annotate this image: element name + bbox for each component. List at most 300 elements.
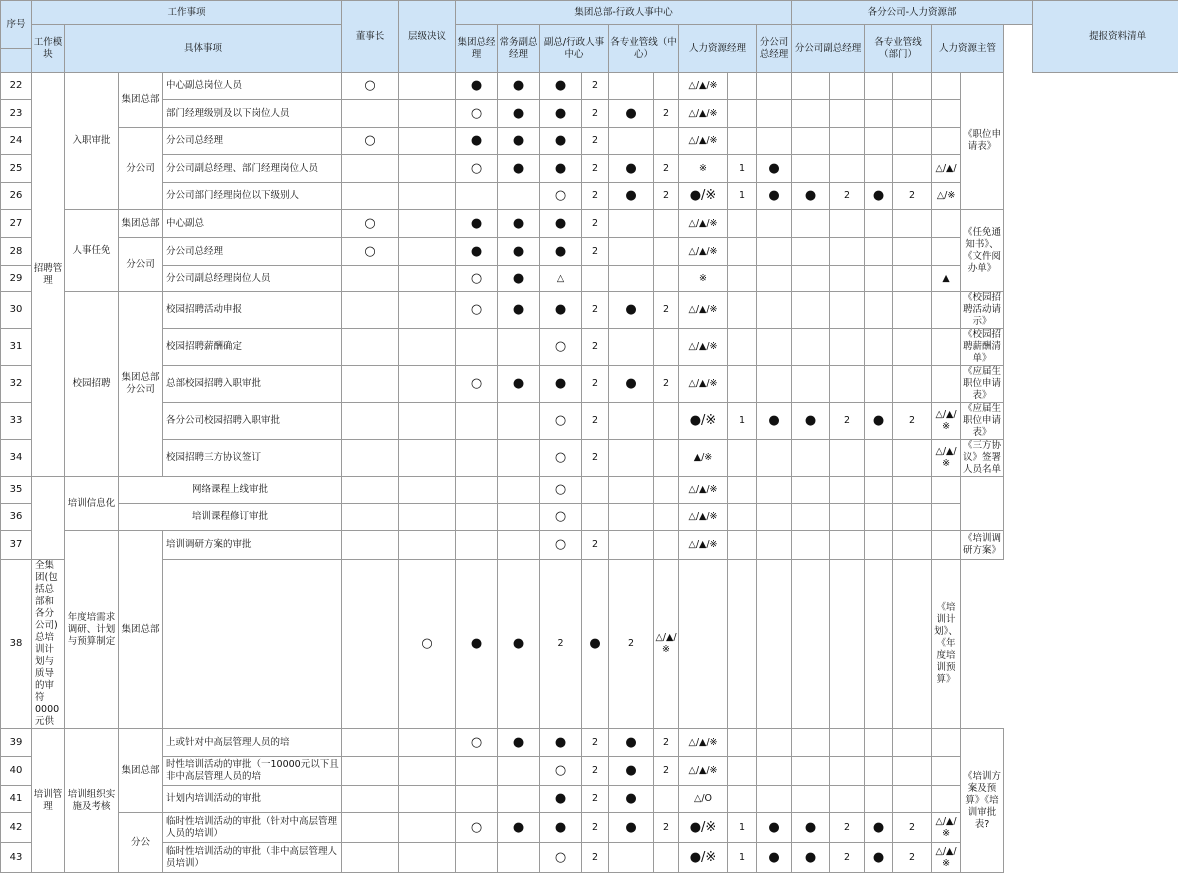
cell-mark — [830, 440, 865, 477]
subcat-appoint: 人事任免 — [65, 210, 119, 292]
cell-mark — [932, 238, 961, 266]
cell-mark — [830, 238, 865, 266]
cell-mark: ● — [757, 813, 792, 843]
cell-mark — [865, 100, 893, 128]
cell-mark — [728, 366, 757, 403]
unit-hq-sub: 集团总部分公司 — [119, 292, 163, 477]
header-seq-blank — [1, 49, 32, 73]
cell-mark — [893, 757, 932, 786]
cell-mark — [893, 329, 932, 366]
cell-mark: ● — [609, 183, 654, 210]
cell-mark: 1 — [728, 183, 757, 210]
cell-mark — [399, 729, 456, 757]
cell-mark — [582, 266, 609, 292]
doc-5: 《应届生职位申请表》 — [961, 366, 1004, 403]
cell-mark — [399, 100, 456, 128]
item-text: 临时性培训活动的审批（非中高层管理人员培训） — [163, 843, 342, 873]
cell-mark — [728, 329, 757, 366]
cell-mark — [830, 266, 865, 292]
cell-mark: ● — [540, 292, 582, 329]
cell-mark — [830, 329, 865, 366]
cell-mark: 2 — [893, 813, 932, 843]
table-row — [1, 366, 1178, 403]
cell-mark — [865, 73, 893, 100]
cell-mark: ● — [456, 210, 498, 238]
cell-mark — [728, 786, 757, 813]
cell-mark — [399, 292, 456, 329]
cell-mark: 2 — [582, 843, 609, 873]
cell-mark: ○ — [342, 238, 399, 266]
cell-mark — [830, 477, 865, 504]
cell-mark: 2 — [582, 813, 609, 843]
cell-mark — [728, 477, 757, 504]
cell-mark — [728, 128, 757, 155]
cell-mark — [757, 100, 792, 128]
cell-mark — [792, 477, 830, 504]
cell-mark — [893, 100, 932, 128]
cell-mark: ● — [865, 813, 893, 843]
cell-mark: ● — [540, 786, 582, 813]
cell-mark — [932, 329, 961, 366]
cell-mark — [865, 238, 893, 266]
cell-mark: △/O — [679, 786, 728, 813]
unit-sub3: 分公 — [119, 813, 163, 873]
cell-mark — [932, 531, 961, 560]
cell-mark: ○ — [456, 366, 498, 403]
cell-mark — [792, 329, 830, 366]
cell-mark: ● — [609, 100, 654, 128]
cell-mark — [757, 729, 792, 757]
cell-mark — [792, 292, 830, 329]
cell-mark — [830, 128, 865, 155]
cell-mark: 2 — [654, 366, 679, 403]
cell-mark — [792, 155, 830, 183]
cell-mark: ● — [456, 560, 498, 729]
cell-mark: ○ — [540, 477, 582, 504]
cell-mark: 2 — [654, 757, 679, 786]
cell-mark — [654, 238, 679, 266]
cell-mark — [728, 100, 757, 128]
cell-mark — [893, 238, 932, 266]
cell-mark — [830, 757, 865, 786]
item-text: 总部校园招聘入职审批 — [163, 366, 342, 403]
cell-mark — [932, 786, 961, 813]
cell-mark — [792, 73, 830, 100]
cell-mark — [399, 329, 456, 366]
row-number: 24 — [1, 128, 32, 155]
cell-mark — [342, 403, 399, 440]
cell-mark — [893, 729, 932, 757]
cell-mark — [865, 504, 893, 531]
cell-mark: △/▲/※ — [932, 813, 961, 843]
row-number: 35 — [1, 477, 32, 504]
cell-mark: ● — [757, 843, 792, 873]
item-text: 校园招聘活动申报 — [163, 292, 342, 329]
cell-mark — [654, 843, 679, 873]
module-train: 培训管理 — [32, 729, 65, 873]
cell-mark — [609, 266, 654, 292]
cell-mark — [757, 329, 792, 366]
cell-mark — [792, 440, 830, 477]
cell-mark — [399, 813, 456, 843]
cell-mark — [865, 560, 893, 729]
cell-mark: 2 — [582, 183, 609, 210]
cell-mark: △/▲/※ — [932, 843, 961, 873]
cell-mark: 2 — [830, 813, 865, 843]
cell-mark — [830, 531, 865, 560]
subcat-annual: 年度培需求调研、计划与预算制定 — [65, 531, 119, 729]
row-number: 37 — [1, 531, 32, 560]
cell-mark — [582, 477, 609, 504]
row-number: 43 — [1, 843, 32, 873]
cell-mark: ● — [498, 292, 540, 329]
cell-mark: ○ — [540, 329, 582, 366]
doc-3: 《校园招聘活动请示》 — [961, 292, 1004, 329]
cell-mark — [728, 73, 757, 100]
cell-mark — [399, 843, 456, 873]
cell-mark: 1 — [728, 813, 757, 843]
cell-mark — [456, 504, 498, 531]
cell-mark: ● — [792, 813, 830, 843]
cell-mark — [865, 329, 893, 366]
cell-mark: 2 — [830, 183, 865, 210]
cell-mark — [830, 155, 865, 183]
cell-mark: △/※ — [932, 183, 961, 210]
cell-mark: ● — [498, 238, 540, 266]
cell-mark — [728, 531, 757, 560]
cell-mark: 2 — [582, 729, 609, 757]
cell-mark: 2 — [582, 403, 609, 440]
cell-mark: ● — [540, 366, 582, 403]
cell-mark: 2 — [582, 155, 609, 183]
cell-mark: 2 — [582, 531, 609, 560]
cell-mark — [893, 440, 932, 477]
cell-mark — [757, 757, 792, 786]
cell-mark: ● — [865, 843, 893, 873]
cell-mark — [865, 128, 893, 155]
cell-mark — [456, 329, 498, 366]
header-group-col-3: 副总/行政人事中心 — [540, 25, 609, 73]
cell-mark: ● — [582, 560, 609, 729]
cell-mark: ●/※ — [679, 403, 728, 440]
header-chairman: 董事长 — [342, 1, 399, 73]
cell-mark — [757, 504, 792, 531]
cell-mark — [932, 100, 961, 128]
cell-mark — [865, 210, 893, 238]
cell-mark — [932, 757, 961, 786]
cell-mark: ● — [609, 155, 654, 183]
row-number: 30 — [1, 292, 32, 329]
cell-mark — [399, 210, 456, 238]
cell-mark — [498, 531, 540, 560]
cell-mark — [792, 504, 830, 531]
cell-mark — [609, 531, 654, 560]
cell-mark: 2 — [582, 757, 609, 786]
cell-mark — [654, 128, 679, 155]
cell-mark — [757, 73, 792, 100]
item-text: 计划内培训活动的审批 — [163, 786, 342, 813]
cell-mark — [728, 292, 757, 329]
cell-mark — [865, 786, 893, 813]
cell-mark — [342, 477, 399, 504]
cell-mark: ● — [609, 813, 654, 843]
item-text: 分公司部门经理岗位以下级别人 — [163, 183, 342, 210]
cell-mark — [865, 366, 893, 403]
header-group-col-1: 集团总经理 — [456, 25, 498, 73]
item-text: 部门经理级别及以下岗位人员 — [163, 100, 342, 128]
cell-mark — [728, 504, 757, 531]
header-specific-items: 具体事项 — [65, 25, 342, 73]
cell-mark — [728, 757, 757, 786]
cell-mark: △/▲/※ — [679, 757, 728, 786]
cell-mark — [342, 440, 399, 477]
unit-hq2: 集团总部 — [119, 210, 163, 238]
cell-mark — [342, 100, 399, 128]
cell-mark — [399, 155, 456, 183]
cell-mark — [792, 366, 830, 403]
cell-mark: △/▲/ — [932, 155, 961, 183]
cell-mark — [865, 440, 893, 477]
cell-mark: ○ — [456, 266, 498, 292]
doc-9: 《培训计划》、《年度培训预算》 — [932, 560, 961, 729]
item-text: 上或针对中高层管理人员的培 — [163, 729, 342, 757]
table-row — [1, 560, 1178, 729]
cell-mark — [609, 477, 654, 504]
item-text: 校园招聘三方协议签订 — [163, 440, 342, 477]
cell-mark: ● — [865, 183, 893, 210]
cell-mark: ● — [609, 757, 654, 786]
cell-mark — [399, 266, 456, 292]
subcat-entry: 入职审批 — [65, 73, 119, 210]
cell-mark — [679, 560, 728, 729]
cell-mark — [792, 128, 830, 155]
cell-mark: ● — [792, 403, 830, 440]
cell-mark — [654, 504, 679, 531]
subcat-train-info: 培训信息化 — [65, 477, 119, 531]
cell-mark — [830, 786, 865, 813]
cell-mark: ● — [540, 128, 582, 155]
cell-mark — [342, 366, 399, 403]
item-text: 临时性培训活动的审批（针对中高层管理人员的培训） — [163, 813, 342, 843]
cell-mark — [757, 366, 792, 403]
cell-mark: ○ — [540, 403, 582, 440]
cell-mark — [792, 210, 830, 238]
row-number: 32 — [1, 366, 32, 403]
doc-2: 《任免通知书》、《文件阅办单》 — [961, 210, 1004, 292]
cell-mark — [399, 440, 456, 477]
cell-mark — [792, 531, 830, 560]
cell-mark — [728, 238, 757, 266]
cell-mark: ● — [609, 786, 654, 813]
cell-mark — [399, 757, 456, 786]
cell-mark — [830, 504, 865, 531]
cell-mark: 2 — [830, 843, 865, 873]
cell-mark: ● — [757, 183, 792, 210]
cell-mark — [893, 504, 932, 531]
cell-mark: ● — [540, 73, 582, 100]
cell-mark — [830, 560, 865, 729]
cell-mark — [932, 504, 961, 531]
cell-mark: ●/※ — [679, 183, 728, 210]
cell-mark — [342, 813, 399, 843]
cell-mark: ● — [609, 292, 654, 329]
unit-sub: 分公司 — [119, 128, 163, 210]
cell-mark — [456, 786, 498, 813]
cell-mark — [498, 329, 540, 366]
cell-mark: △/▲/※ — [679, 292, 728, 329]
cell-mark — [865, 531, 893, 560]
cell-mark: ● — [609, 366, 654, 403]
cell-mark: 2 — [582, 238, 609, 266]
cell-mark — [498, 183, 540, 210]
table-row — [1, 440, 1178, 477]
doc-blank — [961, 477, 1004, 531]
cell-mark — [830, 100, 865, 128]
cell-mark: △/▲/※ — [679, 477, 728, 504]
cell-mark — [498, 757, 540, 786]
row-number: 26 — [1, 183, 32, 210]
cell-mark: 2 — [582, 366, 609, 403]
cell-mark — [757, 440, 792, 477]
cell-mark — [342, 292, 399, 329]
cell-mark: △/▲/※ — [679, 366, 728, 403]
cell-mark: ※ — [679, 266, 728, 292]
cell-mark: ● — [609, 729, 654, 757]
item-text: 各分公司校园招聘入职审批 — [163, 403, 342, 440]
cell-mark — [498, 843, 540, 873]
table-row — [1, 477, 1178, 504]
item-text: 中心副总 — [163, 210, 342, 238]
row-number: 39 — [1, 729, 32, 757]
cell-mark — [163, 560, 342, 729]
cell-mark: ● — [757, 155, 792, 183]
doc-4: 《校园招聘薪酬清单》 — [961, 329, 1004, 366]
cell-mark — [830, 729, 865, 757]
cell-mark: △/▲/※ — [932, 403, 961, 440]
cell-mark: ※ — [679, 155, 728, 183]
cell-mark: ● — [540, 155, 582, 183]
cell-mark: △/▲/※ — [679, 100, 728, 128]
row-number: 25 — [1, 155, 32, 183]
doc-10: 《培训方案及预算》《培训审批表? — [961, 729, 1004, 873]
cell-mark — [932, 292, 961, 329]
row-number: 34 — [1, 440, 32, 477]
cell-mark: 2 — [582, 292, 609, 329]
header-sub-col-1: 分公司总经理 — [757, 25, 792, 73]
cell-mark: ●/※ — [679, 813, 728, 843]
cell-mark — [498, 403, 540, 440]
cell-mark: ○ — [456, 100, 498, 128]
doc-1: 《职位申请表》 — [961, 73, 1004, 210]
cell-mark — [498, 786, 540, 813]
cell-mark — [654, 266, 679, 292]
table-row — [1, 210, 1178, 238]
header-level-resolution: 层级决议 — [399, 1, 456, 73]
cell-mark: △/▲/※ — [679, 729, 728, 757]
cell-mark — [654, 73, 679, 100]
header-sub-col-4: 人力资源主管 — [932, 25, 1004, 73]
row-number: 27 — [1, 210, 32, 238]
cell-mark: 2 — [893, 403, 932, 440]
cell-mark: ▲ — [932, 266, 961, 292]
cell-mark — [498, 504, 540, 531]
cell-mark: △/▲/※ — [679, 73, 728, 100]
header-subsidiaries: 各分公司-人力资源部 — [792, 1, 1033, 25]
header-group-col-5: 人力资源经理 — [679, 25, 757, 73]
row-number: 36 — [1, 504, 32, 531]
cell-mark: ● — [540, 813, 582, 843]
cell-mark — [654, 210, 679, 238]
cell-mark — [728, 266, 757, 292]
cell-mark — [865, 266, 893, 292]
cell-mark: 2 — [654, 292, 679, 329]
cell-mark — [342, 329, 399, 366]
cell-mark: 1 — [728, 403, 757, 440]
item-text: 分公司副总经理、部门经理岗位人员 — [163, 155, 342, 183]
cell-mark: 2 — [540, 560, 582, 729]
cell-mark — [399, 73, 456, 100]
table-row — [1, 292, 1178, 329]
item-text: 培训课程修订审批 — [119, 504, 342, 531]
cell-mark — [792, 786, 830, 813]
table-row — [1, 403, 1178, 440]
cell-mark: ● — [498, 729, 540, 757]
row-number: 28 — [1, 238, 32, 266]
cell-mark: ○ — [399, 560, 456, 729]
cell-mark: ● — [792, 183, 830, 210]
cell-mark — [654, 786, 679, 813]
row-number: 29 — [1, 266, 32, 292]
module-recruit: 招聘管理 — [32, 73, 65, 477]
cell-mark: 2 — [654, 155, 679, 183]
cell-mark: △/▲/※ — [932, 440, 961, 477]
cell-mark: ● — [792, 843, 830, 873]
cell-mark: ○ — [540, 531, 582, 560]
cell-mark: ● — [540, 238, 582, 266]
cell-mark: △/▲/※ — [679, 128, 728, 155]
cell-mark — [757, 531, 792, 560]
cell-mark: ○ — [342, 210, 399, 238]
doc-7: 《三方协议》签署人员名单 — [961, 440, 1004, 477]
cell-mark: 2 — [582, 128, 609, 155]
cell-mark — [830, 210, 865, 238]
cell-mark — [893, 266, 932, 292]
cell-mark — [728, 210, 757, 238]
cell-mark — [792, 729, 830, 757]
header-seq: 序号 — [1, 1, 32, 49]
cell-mark — [830, 73, 865, 100]
subcat-campus: 校园招聘 — [65, 292, 119, 477]
item-text: 分公司总经理 — [163, 128, 342, 155]
cell-mark: △ — [540, 266, 582, 292]
cell-mark: 2 — [654, 813, 679, 843]
cell-mark — [609, 73, 654, 100]
cell-mark: 2 — [830, 403, 865, 440]
cell-mark — [792, 238, 830, 266]
cell-mark — [399, 183, 456, 210]
header-group-col-4: 各专业管线（中心） — [609, 25, 679, 73]
cell-mark: 2 — [582, 440, 609, 477]
cell-mark — [342, 843, 399, 873]
cell-mark — [399, 128, 456, 155]
item-text: 校园招聘薪酬确定 — [163, 329, 342, 366]
header-sub-col-3: 各专业管线（部门） — [865, 25, 932, 73]
cell-mark — [399, 238, 456, 266]
cell-mark: ● — [498, 266, 540, 292]
cell-mark — [893, 477, 932, 504]
cell-mark — [893, 128, 932, 155]
header-work-module: 工作模块 — [32, 25, 65, 73]
